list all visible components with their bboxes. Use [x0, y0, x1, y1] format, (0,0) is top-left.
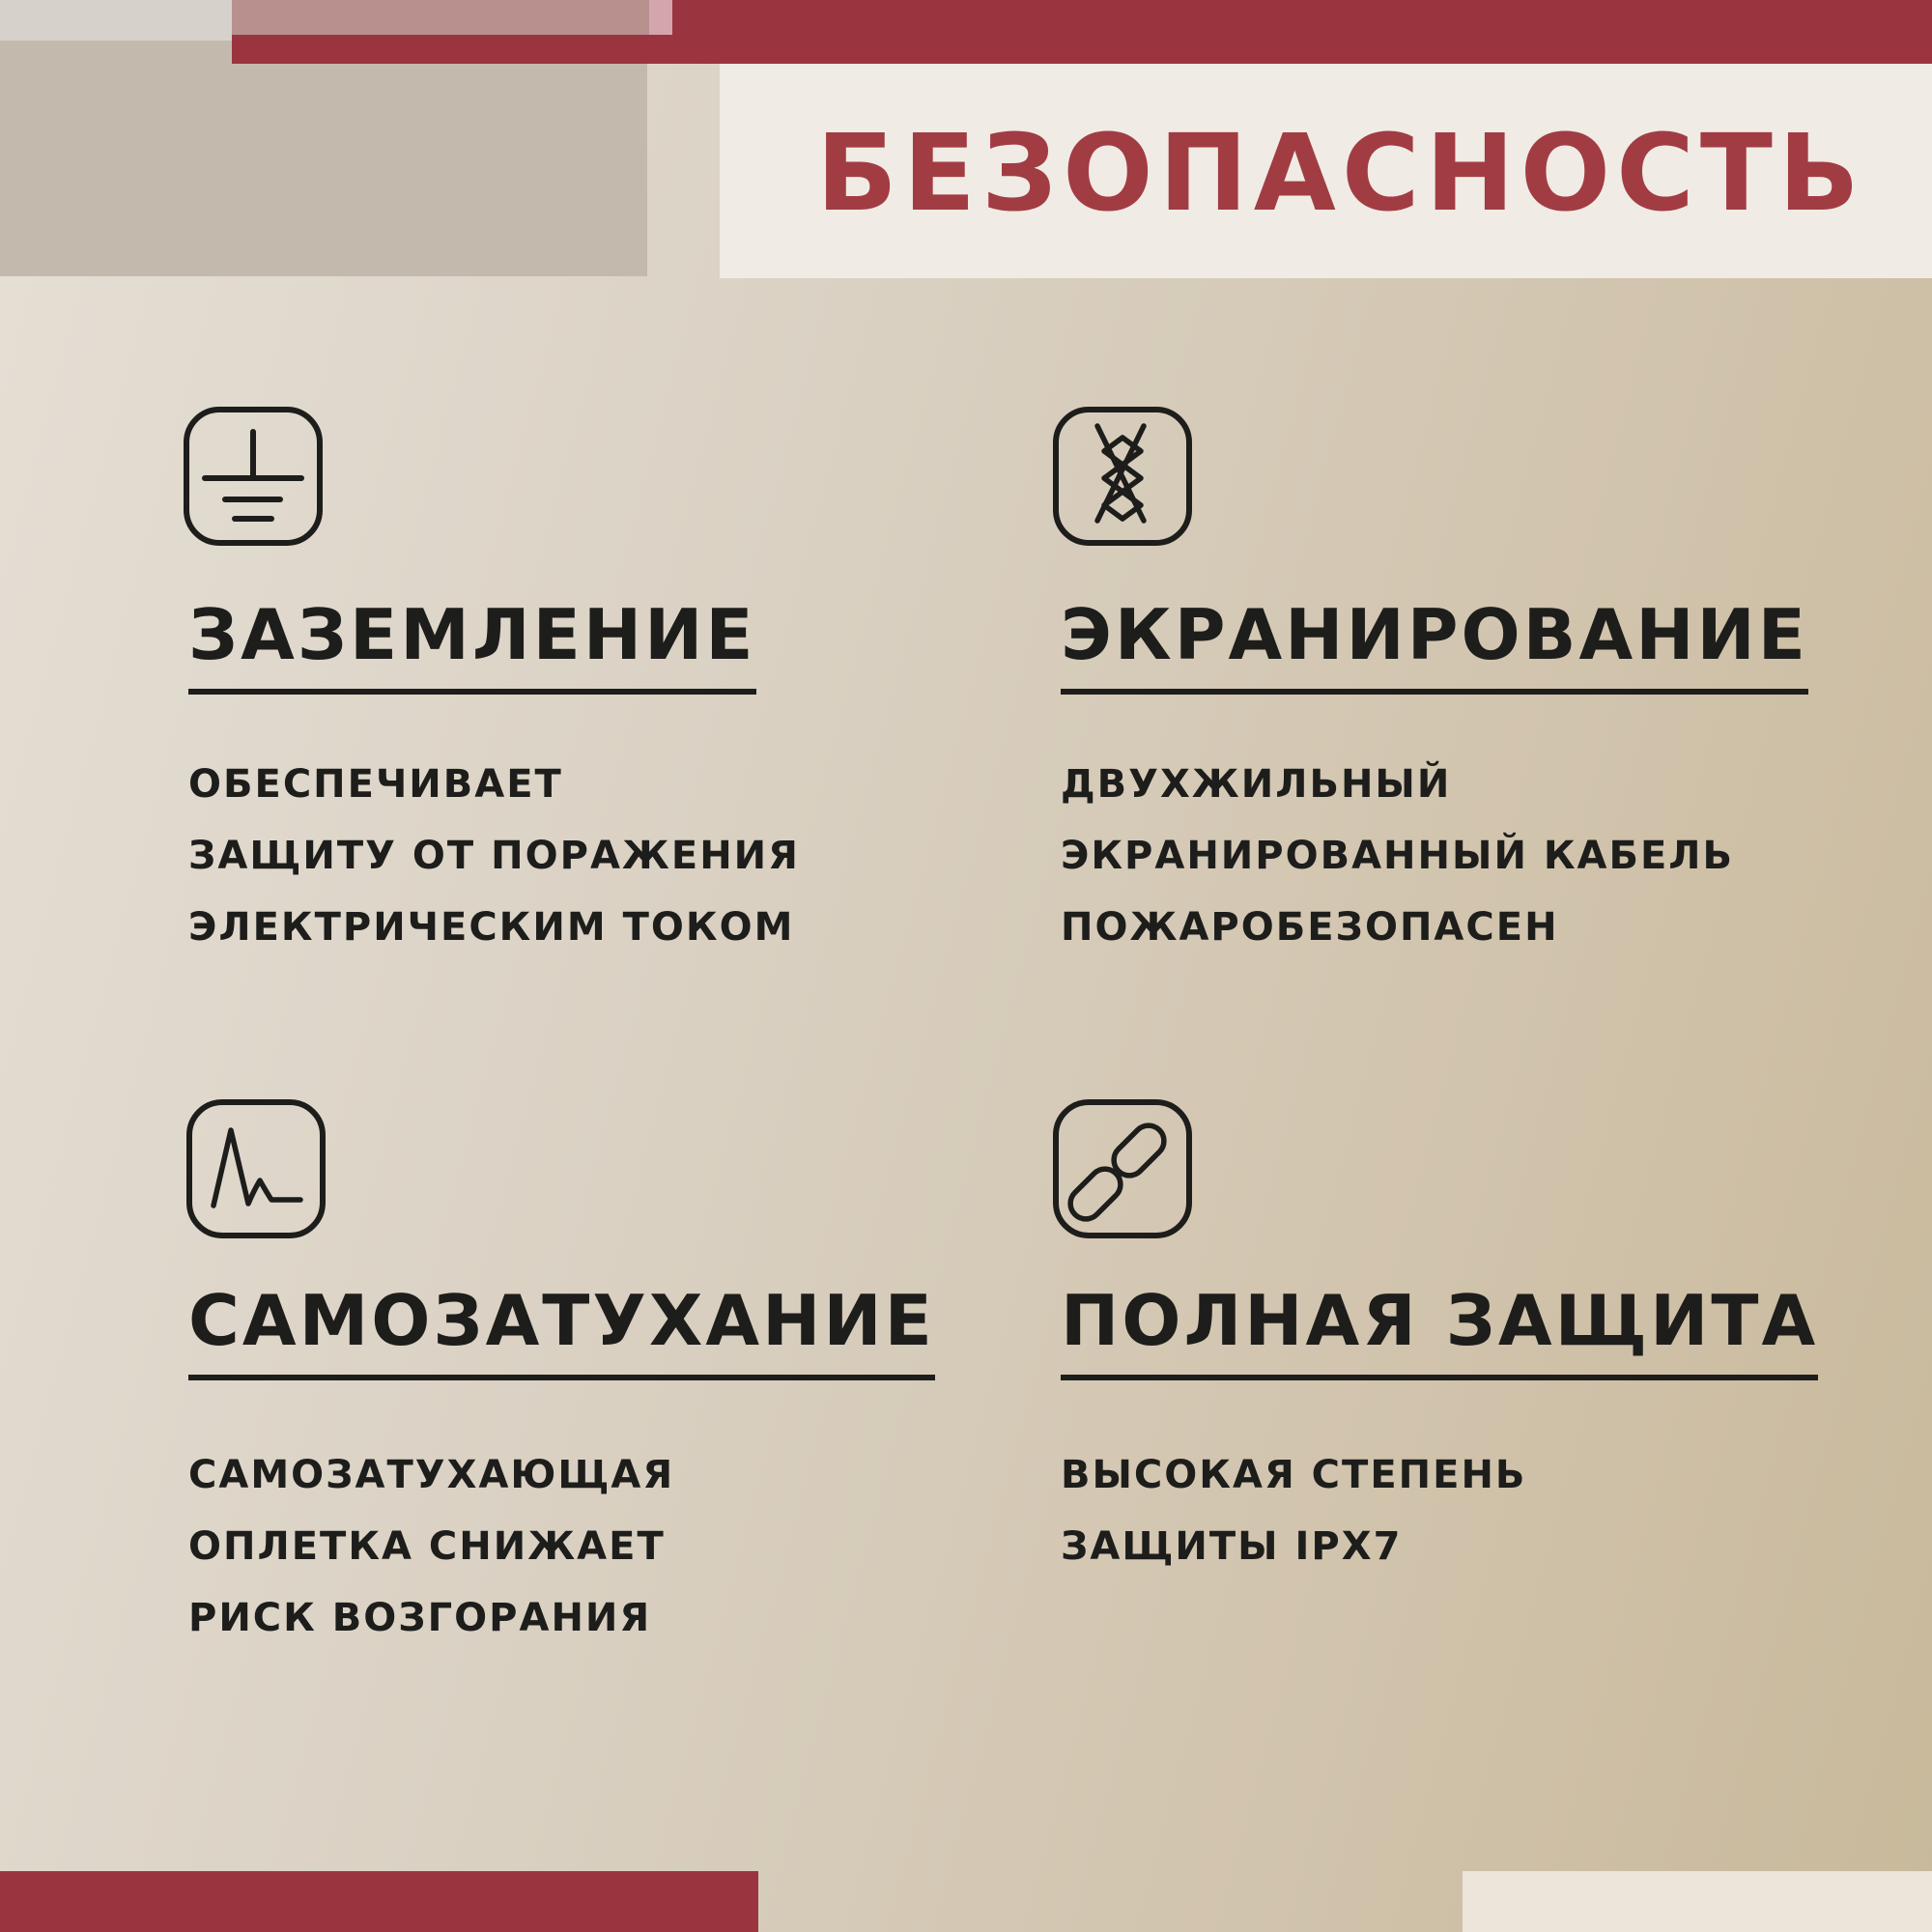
feature-line: ЭЛЕКТРИЧЕСКИМ ТОКОМ — [188, 905, 795, 950]
feature-title-grounding: ЗАЗЕМЛЕНИЕ — [188, 600, 756, 695]
shielded-cable-icon — [1053, 407, 1192, 546]
feature-line: РИСК ВОЗГОРАНИЯ — [188, 1596, 652, 1640]
feature-line: САМОЗАТУХАЮЩАЯ — [188, 1453, 675, 1497]
feature-line: ЭКРАНИРОВАННЫЙ КАБЕЛЬ — [1061, 834, 1735, 878]
feature-line: ПОЖАРОБЕЗОПАСЕН — [1061, 905, 1559, 950]
feature-line: ОБЕСПЕЧИВАЕТ — [188, 762, 563, 807]
feature-text-full-protection — [1061, 1439, 1526, 1582]
feature-line: ОПЛЕТКА СНИЖАЕТ — [188, 1524, 666, 1569]
decor-light-pink-rectangle — [649, 0, 672, 35]
chain-link-icon — [1053, 1099, 1192, 1238]
page-title: БЕЗОПАСНОСТЬ — [816, 111, 1865, 235]
self-extinguishing-curve-icon — [186, 1099, 326, 1238]
feature-title-shielding: ЭКРАНИРОВАНИЕ — [1061, 600, 1808, 695]
feature-text-shielding — [1061, 749, 1734, 963]
decor-tan-rectangle — [0, 41, 647, 276]
decor-bottom-cream-block — [1463, 1871, 1932, 1932]
feature-text-grounding — [188, 749, 800, 963]
feature-line: ЗАЩИТЫ IPX7 — [1061, 1524, 1403, 1569]
feature-title-self-extinguishing: САМОЗАТУХАНИЕ — [188, 1286, 935, 1380]
decor-gray-strip — [0, 0, 232, 41]
feature-text-self-extinguishing — [188, 1439, 674, 1654]
decor-bottom-red-strip — [0, 1871, 758, 1932]
feature-title-full-protection: ПОЛНАЯ ЗАЩИТА — [1061, 1286, 1818, 1380]
feature-line: ВЫСОКАЯ СТЕПЕНЬ — [1061, 1453, 1527, 1497]
feature-line: ДВУХЖИЛЬНЫЙ — [1061, 762, 1452, 807]
decor-pink-rectangle — [232, 0, 649, 35]
feature-line: ЗАЩИТУ ОТ ПОРАЖЕНИЯ — [188, 834, 800, 878]
ground-icon — [184, 407, 323, 546]
